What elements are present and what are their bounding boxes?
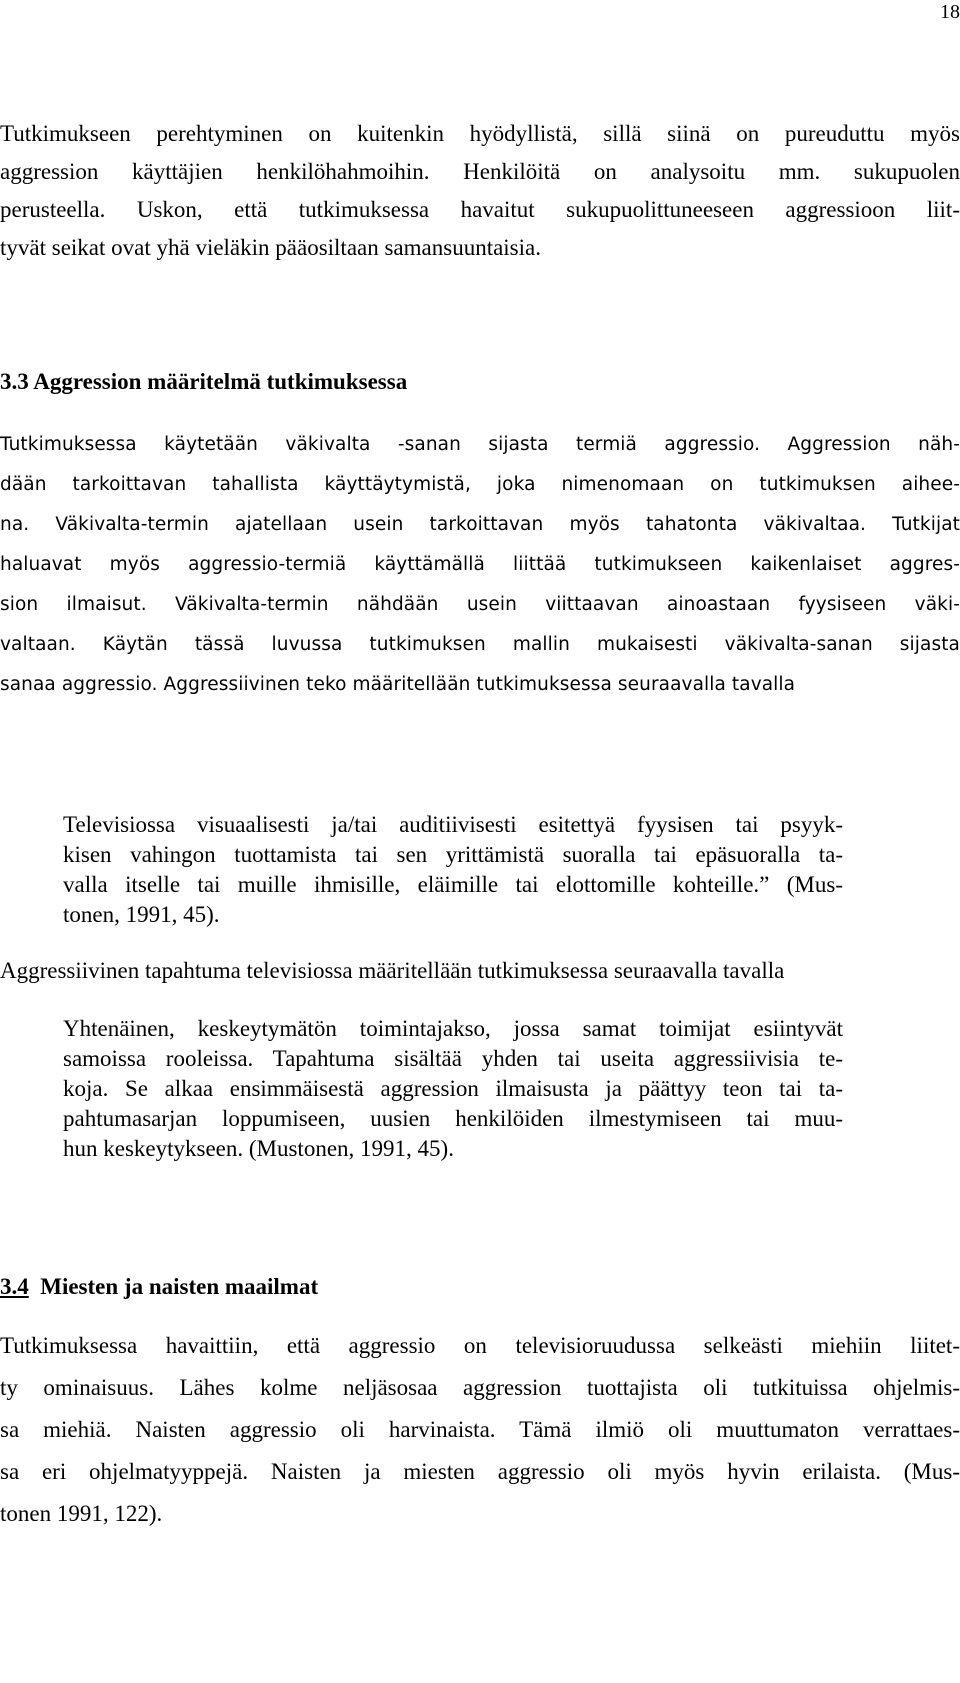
block-quote-aggressive-act [63, 810, 843, 930]
section-heading-3-3: 3.3 Aggression määritelmä tutkimuksessa [0, 369, 408, 394]
paragraph-event-intro [0, 952, 960, 990]
quote-line: valla itselle tai muille ihmisille, eläimille tai elottomille kohteille.” (Mus- [63, 872, 843, 897]
quote-line: pahtumasarjan loppumiseen, uusien henkilöiden ilmestymiseen tai muu- [63, 1106, 843, 1131]
section-number: 3.4 [0, 1274, 29, 1299]
quote-line: hun keskeytykseen. (Mustonen, 1991, 45). [63, 1136, 454, 1161]
paragraph-definition [0, 425, 960, 705]
section-title: Miesten ja naisten maailmat [40, 1274, 319, 1299]
paragraph-intro [0, 115, 960, 267]
text-line: tyvät seikat ovat yhä vieläkin pääosiltaan samansuuntaisia. [0, 235, 541, 260]
quote-line: koja. Se alkaa ensimmäisestä aggression ilmaisusta ja päättyy teon tai ta- [63, 1076, 843, 1101]
text-line: Tutkimukseen perehtyminen on kuitenkin hyödyllistä, sillä siinä on pureuduttu myös [0, 121, 960, 146]
section-heading-3-4 [0, 1272, 318, 1302]
quote-line: samoissa rooleissa. Tapahtuma sisältää yhden tai useita aggressiivisia te- [63, 1046, 843, 1071]
text-line: sa eri ohjelmatyyppejä. Naisten ja miesten aggressio oli myös hyvin erilaista. (Mus- [0, 1459, 960, 1484]
text-line: perusteella. Uskon, että tutkimuksessa havaitut sukupuolittuneeseen aggressioon liit- [0, 197, 960, 222]
quote-line: Televisiossa visuaalisesti ja/tai auditiivisesti esitettyä fyysisen tai psyyk- [63, 812, 843, 837]
quote-line: kisen vahingon tuottamista tai sen yrittämistä suoralla tai epäsuoralla ta- [63, 842, 843, 867]
page-number: 18 [940, 1, 960, 23]
quote-line: tonen, 1991, 45). [63, 902, 220, 927]
text-line: na. Väkivalta-termin ajatellaan usein tarkoittavan myös tahatonta väkivaltaa. Tutkijat [0, 514, 960, 535]
text-line: haluavat myös aggressio-termiä käyttämällä liittää tutkimukseen kaikenlaiset aggres- [0, 554, 960, 575]
text-line: tonen 1991, 122). [0, 1501, 163, 1526]
text-line: sa miehiä. Naisten aggressio oli harvinaista. Tämä ilmiö oli muuttumaton verrattaes- [0, 1417, 960, 1442]
text-line: aggression käyttäjien henkilöhahmoihin. Henkilöitä on analysoitu mm. sukupuolen [0, 159, 960, 184]
text-line: dään tarkoittavan tahallista käyttäytymistä, joka nimenomaan on tutkimuksen aihee- [0, 474, 960, 495]
paragraph-gender-worlds [0, 1325, 960, 1535]
text-line: Aggressiivinen tapahtuma televisiossa määritellään tutkimuksessa seuraavalla tavalla [0, 958, 785, 983]
text-line: Tutkimuksessa havaittiin, että aggressio on televisioruudussa selkeästi miehiin liitet- [0, 1333, 960, 1358]
text-line: ty ominaisuus. Lähes kolme neljäsosaa aggression tuottajista oli tutkituissa ohjelmis- [0, 1375, 960, 1400]
text-line: sion ilmaisut. Väkivalta-termin nähdään usein viittaavan ainoastaan fyysiseen väki- [0, 594, 960, 615]
quote-line: Yhtenäinen, keskeytymätön toimintajakso, jossa samat toimijat esiintyvät [63, 1016, 843, 1041]
block-quote-aggressive-event [63, 1014, 843, 1164]
text-line: Tutkimuksessa käytetään väkivalta -sanan sijasta termiä aggressio. Aggression näh- [0, 434, 960, 455]
text-line: valtaan. Käytän tässä luvussa tutkimuksen mallin mukaisesti väkivalta-sanan sijasta [0, 634, 960, 655]
text-line: sanaa aggressio. Aggressiivinen teko määritellään tutkimuksessa seuraavalla tavalla [0, 674, 796, 695]
